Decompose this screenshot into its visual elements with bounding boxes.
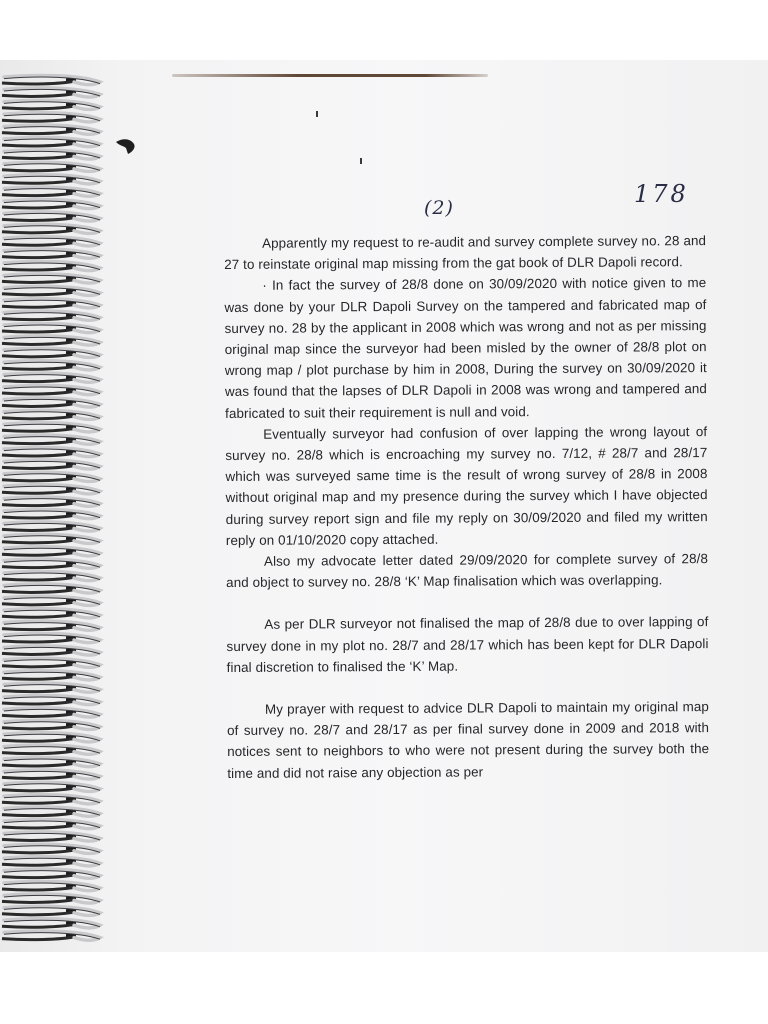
spiral-coil [2,323,100,332]
spiral-coil [2,534,100,543]
spiral-coil [2,447,100,456]
ink-mark [114,136,138,158]
spiral-coil [2,596,100,605]
spiral-coil [2,509,100,518]
spiral-coil [2,187,100,196]
spiral-coil [2,708,100,717]
spiral-coil [2,137,100,146]
spiral-coil [2,770,100,779]
spiral-coil [2,547,100,556]
spiral-coil [2,844,100,853]
spiral-coil [2,782,100,791]
spiral-coil [2,832,100,841]
spiral-coil [2,733,100,742]
spiral-coil [2,931,100,940]
spiral-coil [2,423,100,432]
spiral-coil [2,919,100,928]
spiral-coil [2,224,100,233]
spiral-coil [2,348,100,357]
spiral-coil [2,261,100,270]
spiral-coil [2,658,100,667]
spiral-coil [2,150,100,159]
paragraph-1: Apparently my request to re-audit and survey complete survey no. 28 and 27 to reinstate original map missing from the gat book of DLR Dapoli record. [224,233,707,273]
spiral-coil [2,199,100,208]
spiral-coil [2,249,100,258]
spiral-coil [2,857,100,866]
spiral-coil [2,497,100,506]
spiral-coil [2,361,100,370]
spiral-coil [2,671,100,680]
spiral-coil [2,869,100,878]
page-top-edge [172,74,488,77]
spiral-coil [2,646,100,655]
spiral-coil [2,336,100,345]
paragraph-5: As per DLR surveyor not finalised the map of 28/8 due to over lapping of survey done in my plot no. 28/7 and 28/17 which has been kept for DLR Dapoli final discretion to finalised the ‘K’ Map. [226,614,709,675]
spiral-coil [2,385,100,394]
spiral-coil [2,286,100,295]
spiral-coil [2,410,100,419]
spiral-coil [2,88,100,97]
spiral-coil [2,398,100,407]
spiral-coil [2,472,100,481]
page-number: (2) [424,197,454,219]
spiral-coil [2,237,100,246]
spiral-coil [2,460,100,469]
spiral-coil [2,311,100,320]
spiral-coil [2,609,100,618]
spiral-coil [2,113,100,122]
spiral-coil [2,633,100,642]
paragraph-gap [227,675,709,699]
spiral-coil [2,559,100,568]
spiral-coil [2,819,100,828]
paragraph-2: · In fact the survey of 28/8 done on 30/09/2020 with notice given to me was done by your DLR Dapoli Survey on the tampered and fabricated map of survey no. 28 by the applicant in 2008 which was wrong and not as per missing original map since the surveyor had been misled by the owner of 28/8 plot on wrong map / plot purchase by him in 2008, During the survey on 30/09/2020 it was found that the lapses of DLR Dapoli in 2008 was wrong and tampered and fabricated to suit their requirement is null and void. [224,275,708,421]
spiral-coil [2,621,100,630]
folio-number: 178 [634,180,689,208]
paragraph-4: Also my advocate letter dated 29/09/2020 for complete survey of 28/8 and object to survey no. 28/8 ‘K’ Map finalisation which was overlapping. [226,551,709,591]
spiral-coil [2,522,100,531]
spiral-binding [0,70,110,950]
spiral-coil [2,212,100,221]
spiral-coil [2,175,100,184]
spiral-coil [2,100,100,109]
spiral-coil [2,683,100,692]
spiral-coil [2,435,100,444]
spiral-coil [2,695,100,704]
paragraph-6: My prayer with request to advice DLR Dapoli to maintain my original map of survey no. 28/7 and 28/17 as per final survey done in 2009 and 2018 with notices sent to neighbors to who were not present during the survey both the time and did not raise any objection as per [226,699,710,781]
speck [316,111,318,117]
spiral-coil [2,584,100,593]
spiral-coil [2,373,100,382]
speck [360,158,362,164]
spiral-coil [2,720,100,729]
spiral-coil [2,757,100,766]
spiral-coil [2,906,100,915]
paragraph-3: Eventually surveyor had confusion of over lapping the wrong layout of survey no. 28/8 which is encroaching my survey no. 7/12, # 28/7 and 28/17 which was surveyed same time is the result of wrong survey of 28/8 in 2008 without original map and my presence during the survey which I have objected during survey report sign and file my reply on 30/09/2020 and filed my written reply on 01/10/2020 copy attached. [225,423,708,548]
spiral-coil [2,125,100,134]
spiral-coil [2,881,100,890]
spiral-coil [2,299,100,308]
spiral-coil [2,745,100,754]
spiral-coil [2,571,100,580]
spiral-coil [2,795,100,804]
spiral-coil [2,274,100,283]
spiral-coil [2,162,100,171]
spiral-coil [2,485,100,494]
spiral-coil [2,807,100,816]
spiral-coil [2,894,100,903]
spiral-coil [2,75,100,84]
letter-body [224,230,709,784]
paragraph-gap [226,591,708,615]
